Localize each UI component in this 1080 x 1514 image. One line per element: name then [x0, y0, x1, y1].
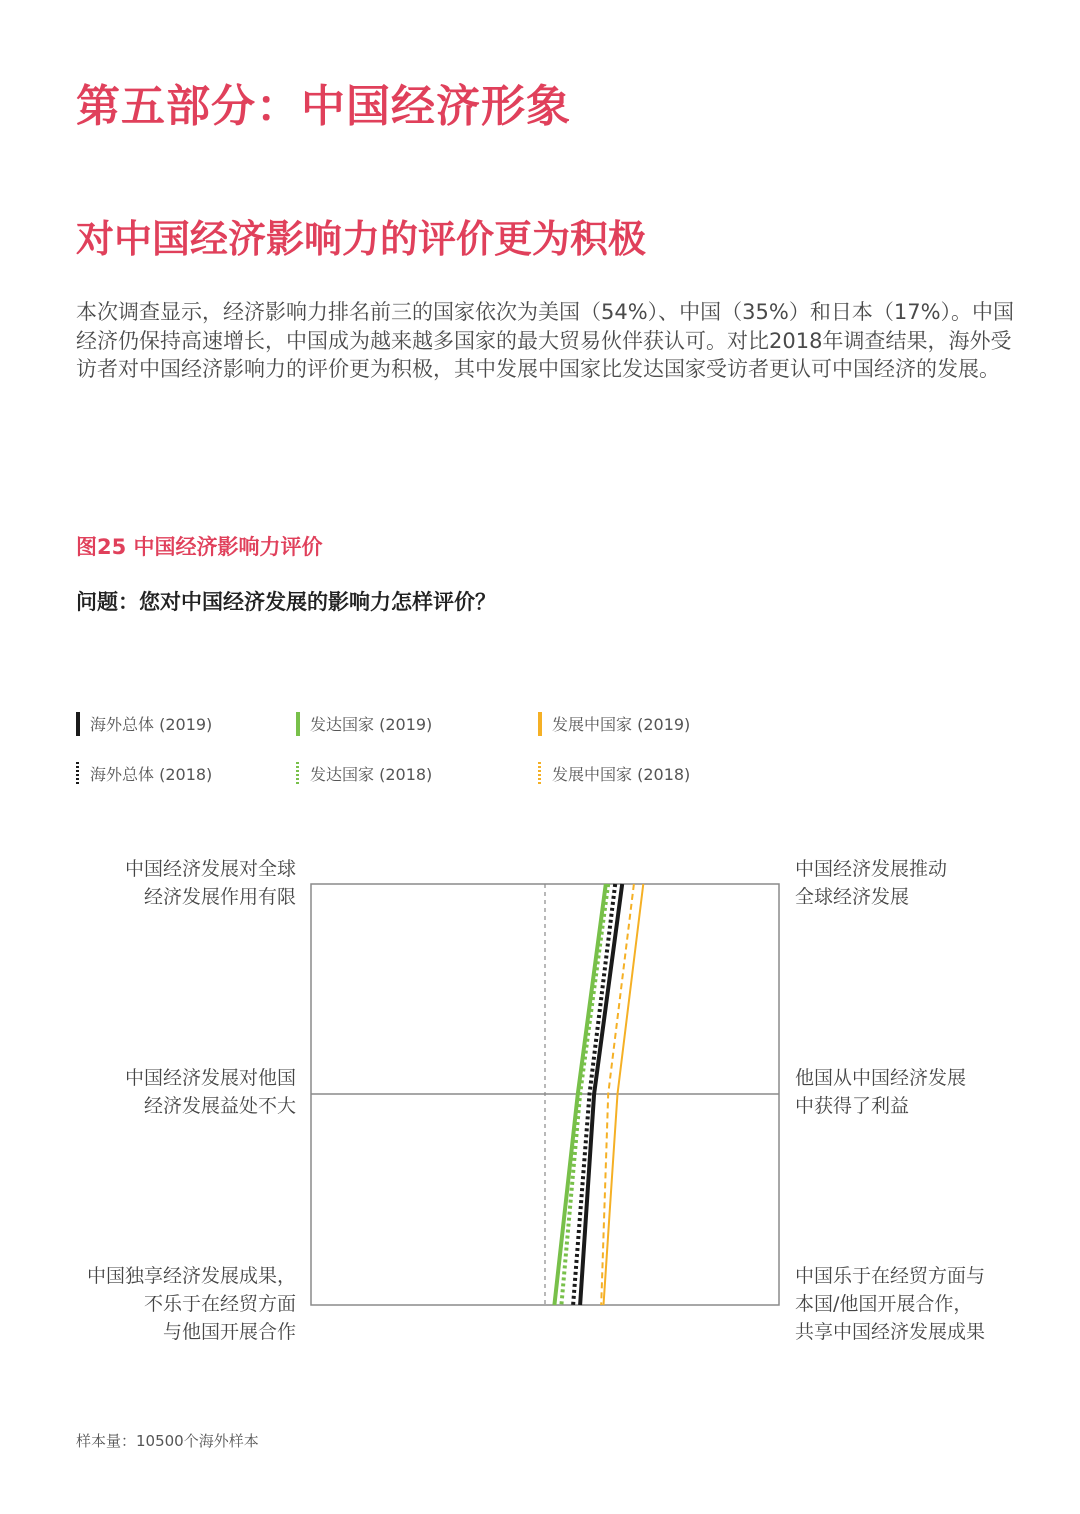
- legend-label: 发达国家 (2018): [310, 765, 433, 784]
- legend-label: 发展中国家 (2018): [552, 765, 691, 784]
- axis-label-left-bottom: 中国独享经济发展成果， 不乐于在经贸方面 与他国开展合作: [86, 1265, 296, 1343]
- section-title: 第五部分：中国经济形象: [76, 81, 571, 132]
- legend-label: 海外总体 (2019): [90, 715, 213, 734]
- sample-size-footnote: 样本量：10500个海外样本: [76, 1432, 259, 1450]
- legend-label: 海外总体 (2018): [90, 765, 213, 784]
- figure-question: 问题：您对中国经济发展的影响力怎样评价？: [76, 590, 496, 614]
- figure-title: 图25 中国经济影响力评价: [76, 535, 323, 559]
- axis-label-left-top: 中国经济发展对全球 经济发展作用有限: [124, 858, 296, 908]
- legend-label: 发达国家 (2019): [310, 715, 433, 734]
- intro-paragraph: 本次调查显示，经济影响力排名前三的国家依次为美国（54%）、中国（35%）和日本（17%）。中国经济仍保持高速增长，中国成为越来越多国家的最大贸易伙伴获认可。对比2018年调查结果，海外受访者对中国经济影响力的评价更为积极，其中发展中国家比发达国家受访者更认可中国经济的发展。: [76, 300, 1015, 381]
- axis-label-right-top: 中国经济发展推动 全球经济发展: [795, 858, 948, 908]
- legend-label: 发展中国家 (2019): [552, 715, 691, 734]
- page-subtitle: 对中国经济影响力的评价更为积极: [76, 217, 647, 261]
- axis-label-right-middle: 他国从中国经济发展 中获得了利益: [795, 1067, 967, 1117]
- axis-label-right-bottom: 中国乐于在经贸方面与 本国/他国开展合作， 共享中国经济发展成果: [795, 1265, 986, 1343]
- axis-label-left-middle: 中国经济发展对他国 经济发展益处不大: [124, 1067, 296, 1117]
